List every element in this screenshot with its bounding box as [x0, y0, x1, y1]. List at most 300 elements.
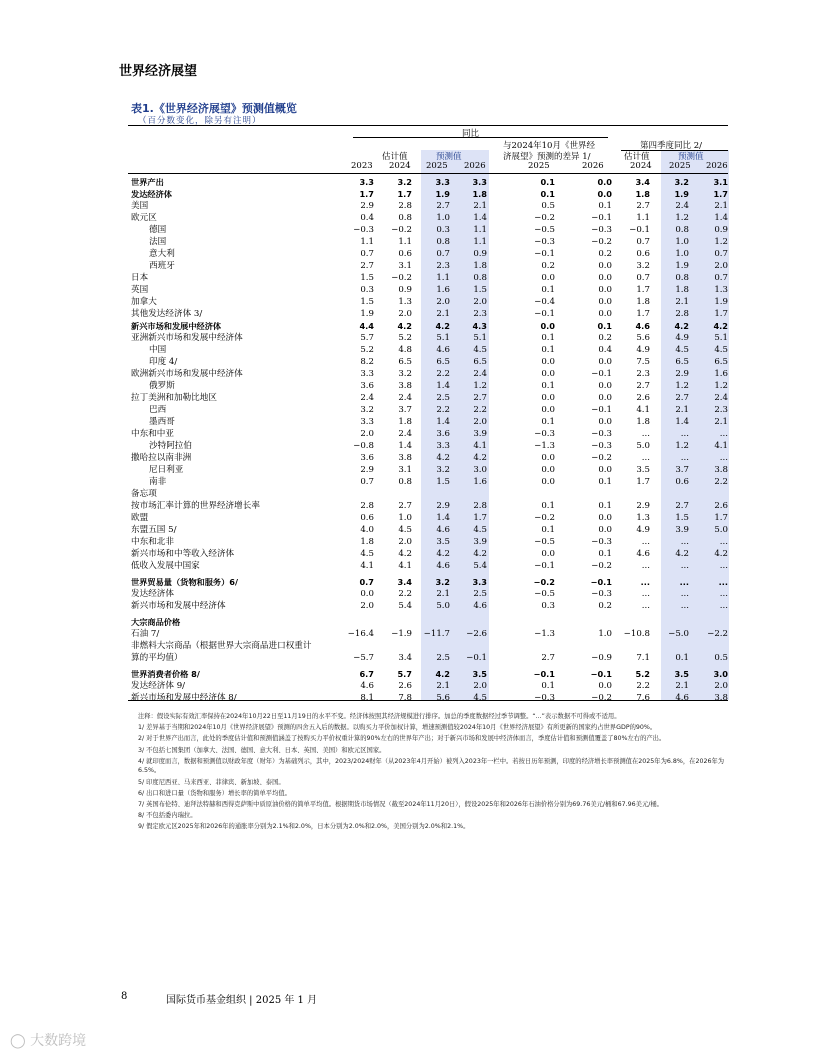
table-cell: 0.1 [540, 177, 555, 187]
table-cell: 2.6 [398, 681, 412, 691]
table-cell: 3.8 [398, 453, 412, 463]
table-cell [612, 488, 650, 500]
table-cell: 0.0 [598, 417, 612, 427]
table-cell: 1.6 [473, 477, 487, 487]
table-cell: 2.9 [436, 501, 450, 511]
table-cell: 0.0 [541, 405, 555, 415]
table-cell: 2.4 [473, 369, 487, 379]
table-cell: 2.5 [473, 589, 487, 599]
row-label: 中东和中亚 [131, 429, 174, 439]
table-cell: 4.2 [435, 321, 450, 331]
table-cell: 4.5 [473, 525, 487, 535]
note: 6/ 出口和进口量（货物和服务）增长率的简单平均值。 [138, 789, 291, 797]
row-label: 拉丁美洲和加勒比地区 [131, 393, 217, 403]
table-cell: −0.1 [591, 369, 612, 379]
table-cell: −2.6 [466, 629, 487, 639]
table-cell: 4.2 [435, 669, 450, 679]
table-cell: 1.6 [714, 369, 728, 379]
row-label: 新兴市场和发展中经济体 8/ [131, 693, 237, 703]
table-cell: 4.6 [473, 601, 487, 611]
table-cell: 3.1 [398, 465, 412, 475]
row-label: 欧元区 [131, 213, 157, 223]
table-cell: −0.3 [591, 441, 612, 451]
table-cell: 2.1 [714, 417, 728, 427]
table-cell: 2.6 [636, 393, 650, 403]
table-cell: −0.3 [534, 429, 555, 439]
table-notes [138, 712, 728, 833]
table-cell [555, 640, 612, 652]
table-cell: −0.8 [353, 441, 374, 451]
header-year: 2026 [706, 161, 728, 171]
table-cell: 4.9 [636, 525, 650, 535]
note: 9/ 假定欧元区2025年和2026年的通胀率分别为2.1%和2.0%，日本分别为2.0%和2.0%，美国分别为2.0%和2.1%。 [138, 823, 470, 831]
table-cell: 5.7 [397, 669, 412, 679]
table-cell: 5.4 [473, 561, 487, 571]
table-cell: 2.0 [398, 537, 412, 547]
table-cell: 2.3 [436, 261, 450, 271]
table-cell: 0.0 [541, 465, 555, 475]
table-cell: 5.4 [398, 601, 412, 611]
header-diff-line2: 济展望》预测的差异 1/ [503, 152, 591, 162]
table-cell [412, 612, 450, 628]
header-diff-line1: 与2024年10月《世界经 [503, 141, 595, 151]
row-label: 算的平均值） [131, 653, 183, 663]
table-cell: 6.7 [359, 669, 374, 679]
table-cell: 4.2 [397, 321, 412, 331]
table-cell: 0.0 [541, 549, 555, 559]
table-cell [650, 488, 689, 500]
row-label: 印度 4/ [149, 357, 178, 367]
table-cell: 2.1 [675, 297, 689, 307]
page-number: 8 [121, 991, 128, 1002]
table-cell: 0.1 [541, 501, 555, 511]
table-cell: 2.7 [675, 393, 689, 403]
table-cell: 3.4 [635, 177, 650, 187]
row-label: 世界消费者价格 8/ [131, 669, 200, 679]
table-cell: 4.2 [398, 549, 412, 559]
table-cell: ... [719, 429, 728, 439]
table-cell: 3.5 [436, 537, 450, 547]
table-cell: 7.8 [398, 693, 412, 703]
table-cell: 2.7 [436, 201, 450, 211]
table-cell: 0.0 [598, 525, 612, 535]
table-cell: −0.1 [591, 213, 612, 223]
table-cell [487, 640, 555, 652]
table-cell: ... [640, 577, 650, 587]
table-cell: 1.2 [675, 441, 689, 451]
table-cell [341, 640, 374, 652]
table-cell: 4.6 [436, 525, 450, 535]
table-row [128, 296, 728, 308]
table-cell: −0.5 [534, 537, 555, 547]
table-cell: 0.5 [714, 653, 728, 663]
note: 2/ 对于世界产出而言，此处的季度估计值和预测值涵盖了按购买力平价权重计算的90%左右的世界年产出；对于新兴市场和发展中经济体而言，季度估计值和预测值覆盖了80%左右的产出。 [138, 735, 666, 743]
table-cell: 0.0 [598, 309, 612, 319]
table-cell: 0.6 [636, 249, 650, 259]
table-row [128, 512, 728, 524]
table-cell: 2.5 [436, 393, 450, 403]
table-cell: 2.9 [360, 201, 374, 211]
table-cell: 4.5 [473, 345, 487, 355]
table-cell: 4.6 [436, 561, 450, 571]
table-cell: ... [641, 561, 650, 571]
table-cell: 0.0 [597, 177, 612, 187]
header-year: 2023 [351, 161, 373, 171]
table-cell: 2.0 [473, 297, 487, 307]
table-cell: 1.9 [360, 309, 374, 319]
row-label: 欧盟 [131, 513, 149, 523]
header-yoy: 同比 [462, 129, 480, 139]
table-cell: 5.1 [473, 333, 487, 343]
table-cell [689, 640, 728, 652]
table-cell: 1.9 [675, 261, 689, 271]
table-cell: 2.9 [636, 501, 650, 511]
table-cell: 0.9 [473, 249, 487, 259]
table-cell: 0.7 [436, 249, 450, 259]
table-cell: 2.2 [398, 589, 412, 599]
table-cell: 4.2 [675, 549, 689, 559]
table-cell: 7.1 [636, 653, 650, 663]
table-row [128, 176, 728, 188]
table-cell: 0.1 [541, 285, 555, 295]
table-cell: 2.3 [636, 369, 650, 379]
table-cell: −0.3 [591, 537, 612, 547]
table-cell: 2.4 [714, 393, 728, 403]
table-cell: −5.7 [353, 653, 374, 663]
table-cell: 2.5 [436, 653, 450, 663]
table-cell: ... [719, 537, 728, 547]
table-cell: ... [641, 601, 650, 611]
table-cell: 4.5 [675, 345, 689, 355]
header-year: 2026 [464, 161, 486, 171]
note: 8/ 不包括委内瑞拉。 [138, 812, 197, 820]
table-cell: 5.2 [635, 669, 650, 679]
table-cell: 3.7 [398, 405, 412, 415]
table-cell: 1.7 [636, 309, 650, 319]
table-cell: 5.6 [436, 693, 450, 703]
row-label: 中东和北非 [131, 537, 174, 547]
row-label: 法国 [149, 237, 167, 247]
table-cell: 2.2 [436, 369, 450, 379]
row-label: 俄罗斯 [149, 381, 175, 391]
table-cell [689, 488, 728, 500]
table-row [128, 640, 728, 652]
note: 3/ 不包括七国集团（加拿大、法国、德国、意大利、日本、英国、美国）和欧元区国家。 [138, 746, 386, 754]
table-cell: 0.1 [598, 477, 612, 487]
table-cell: 4.1 [636, 405, 650, 415]
table-cell: 0.0 [598, 273, 612, 283]
table-cell: −16.4 [347, 629, 374, 639]
table-cell: 4.1 [473, 441, 487, 451]
table-cell: 5.7 [360, 333, 374, 343]
table-cell: −0.3 [534, 237, 555, 247]
table-cell: 5.6 [636, 333, 650, 343]
table-cell: 0.8 [675, 225, 689, 235]
table-cell: ... [680, 453, 689, 463]
table-title: 表1.《世界经济展望》预测值概览 [131, 102, 297, 115]
footer-text: 国际货币基金组织 | 2025 年 1 月 [166, 995, 318, 1006]
table-cell: 0.1 [541, 333, 555, 343]
table-cell: ... [719, 601, 728, 611]
table-cell: 0.7 [360, 477, 374, 487]
table-cell: 0.1 [540, 189, 555, 199]
row-label: 其他发达经济体 3/ [131, 309, 203, 319]
table-cell: 2.8 [360, 501, 374, 511]
table-cell: 1.7 [714, 309, 728, 319]
table-cell: 0.0 [541, 477, 555, 487]
table-cell: 0.0 [598, 681, 612, 691]
table-cell: 3.9 [473, 537, 487, 547]
table-cell: 4.5 [360, 549, 374, 559]
table-cell [612, 640, 650, 652]
table-cell: 2.6 [714, 501, 728, 511]
table-cell: 2.4 [675, 201, 689, 211]
table-cell: 6.5 [436, 357, 450, 367]
table-row [128, 344, 728, 356]
table-cell: 3.1 [398, 261, 412, 271]
table-cell: 0.2 [598, 601, 612, 611]
table-cell: −0.1 [590, 577, 612, 587]
table-cell: −0.1 [533, 669, 555, 679]
table-cell: 1.1 [398, 237, 412, 247]
table-row [128, 212, 728, 224]
table-row [128, 652, 728, 664]
table-cell: 0.9 [714, 225, 728, 235]
table-cell: 3.9 [675, 525, 689, 535]
table-cell: 0.0 [598, 513, 612, 523]
header-year: 2025 [528, 161, 550, 171]
table-cell: 3.2 [435, 577, 450, 587]
table-cell: 1.5 [473, 285, 487, 295]
row-label: 大宗商品价格 [131, 617, 181, 627]
table-cell: 3.1 [713, 177, 728, 187]
table-cell: 3.3 [472, 577, 487, 587]
table-cell: 1.1 [473, 237, 487, 247]
table-cell [374, 640, 412, 652]
table-cell: 2.8 [473, 501, 487, 511]
table-cell: 2.1 [436, 681, 450, 691]
table-cell: 0.8 [675, 273, 689, 283]
table-cell: 1.8 [360, 537, 374, 547]
table-cell: 7.6 [636, 693, 650, 703]
table-cell: 2.0 [436, 297, 450, 307]
table-cell: 1.3 [714, 285, 728, 295]
table-cell: 6.5 [398, 357, 412, 367]
table-cell: −0.2 [534, 513, 555, 523]
header-year: 2024 [630, 161, 652, 171]
table-cell: 2.8 [398, 201, 412, 211]
header-year: 2025 [669, 161, 691, 171]
table-cell: 0.3 [436, 225, 450, 235]
table-cell: 2.9 [675, 369, 689, 379]
row-label: 新兴市场和中等收入经济体 [131, 549, 235, 559]
table-top-rule [128, 125, 728, 126]
table-cell: 5.0 [636, 441, 650, 451]
table-cell: −0.1 [466, 653, 487, 663]
table-row [128, 500, 728, 512]
table-cell: 1.2 [714, 381, 728, 391]
table-cell: 0.2 [598, 333, 612, 343]
forecast-table [128, 176, 728, 704]
running-header-title: 世界经济展望 [119, 64, 198, 79]
table-row [128, 524, 728, 536]
table-cell: 6.5 [714, 357, 728, 367]
table-cell: 1.4 [714, 213, 728, 223]
table-cell: 2.0 [360, 601, 374, 611]
table-cell [374, 488, 412, 500]
table-cell: 2.0 [714, 681, 728, 691]
table-cell: 1.0 [598, 629, 612, 639]
table-cell: 3.6 [360, 453, 374, 463]
row-label: 墨西哥 [149, 417, 175, 427]
table-cell: 0.8 [436, 237, 450, 247]
table-row [128, 628, 728, 640]
table-cell: 1.0 [675, 237, 689, 247]
header-q4-estimate: 估计值 [624, 152, 650, 162]
table-cell: 0.0 [598, 285, 612, 295]
table-row [128, 588, 728, 600]
table-row [128, 284, 728, 296]
table-cell: 1.2 [473, 381, 487, 391]
table-cell [450, 612, 487, 628]
table-cell: 3.0 [473, 465, 487, 475]
table-cell: 3.3 [360, 369, 374, 379]
table-row [128, 664, 728, 680]
table-cell: 0.0 [598, 465, 612, 475]
table-cell: ... [641, 429, 650, 439]
table-row [128, 320, 728, 332]
row-label: 世界产出 [131, 177, 164, 187]
table-cell: 3.7 [675, 465, 689, 475]
table-cell: 3.2 [436, 465, 450, 475]
table-cell: 6.5 [473, 357, 487, 367]
table-cell: 1.5 [436, 477, 450, 487]
table-row [128, 600, 728, 612]
table-row [128, 356, 728, 368]
table-cell: 3.5 [636, 465, 650, 475]
row-label: 欧洲新兴市场和发展中经济体 [131, 369, 243, 379]
table-cell: 0.0 [598, 381, 612, 391]
table-cell: 1.4 [436, 513, 450, 523]
header-bottom-rule [128, 173, 728, 174]
table-cell [374, 612, 412, 628]
table-cell: 0.7 [360, 249, 374, 259]
row-label: 撒哈拉以南非洲 [131, 453, 192, 463]
table-cell: 4.2 [436, 549, 450, 559]
table-row [128, 332, 728, 344]
table-cell: 4.0 [360, 525, 374, 535]
table-cell: 3.2 [398, 369, 412, 379]
table-cell: 2.1 [436, 589, 450, 599]
table-cell: 0.0 [360, 589, 374, 599]
row-label: 备忘项 [131, 489, 157, 499]
table-cell [555, 612, 612, 628]
table-cell: −0.1 [534, 249, 555, 259]
table-cell: 3.5 [674, 669, 689, 679]
row-label: 新兴市场和发展中经济体 [131, 321, 222, 331]
row-label: 沙特阿拉伯 [149, 441, 192, 451]
table-cell: 1.0 [675, 249, 689, 259]
note: 4/ 就印度而言，数据和预测值以财政年度（财年）为基础列示，其中，2023/2024财年（从2023年4月开始）被列入2023年一栏中。若按日历年预测，印度的经济增长率预测值在2025年为6.8%，在2026年为6.5%。 [138, 757, 725, 775]
table-cell: 1.4 [398, 441, 412, 451]
table-row [128, 548, 728, 560]
table-cell: 3.4 [397, 577, 412, 587]
table-cell: 7.5 [636, 357, 650, 367]
table-cell: 1.8 [675, 285, 689, 295]
table-cell: 1.1 [436, 273, 450, 283]
table-cell: 1.7 [636, 477, 650, 487]
table-cell: −0.1 [591, 405, 612, 415]
table-cell: 0.1 [597, 321, 612, 331]
row-label: 加拿大 [131, 297, 157, 307]
table-cell: −0.3 [591, 589, 612, 599]
table-cell [341, 612, 374, 628]
table-cell: 3.2 [636, 261, 650, 271]
table-row [128, 476, 728, 488]
table-row [128, 416, 728, 428]
table-cell: 3.8 [398, 381, 412, 391]
table-row [128, 536, 728, 548]
table-cell: −0.5 [534, 225, 555, 235]
table-row [128, 368, 728, 380]
table-cell: 0.8 [473, 273, 487, 283]
table-cell: −0.2 [391, 273, 412, 283]
table-cell [650, 612, 689, 628]
table-cell: 0.0 [598, 261, 612, 271]
table-cell: 3.2 [674, 177, 689, 187]
table-cell: −2.2 [707, 629, 728, 639]
table-cell: 0.9 [398, 285, 412, 295]
table-cell: 1.5 [360, 297, 374, 307]
table-cell [450, 488, 487, 500]
table-row [128, 380, 728, 392]
table-cell: 1.2 [675, 381, 689, 391]
table-row [128, 440, 728, 452]
table-cell: 2.3 [714, 405, 728, 415]
row-label: 石油 7/ [131, 629, 160, 639]
table-cell: 1.8 [636, 297, 650, 307]
table-cell: 1.7 [359, 189, 374, 199]
table-row [128, 224, 728, 236]
table-cell: 2.1 [675, 681, 689, 691]
table-cell: 2.2 [473, 405, 487, 415]
row-label: 发达经济体 9/ [131, 681, 186, 691]
table-cell: 5.2 [360, 345, 374, 355]
table-cell: 4.9 [675, 333, 689, 343]
table-cell: 2.7 [541, 653, 555, 663]
table-cell: −1.9 [391, 629, 412, 639]
table-cell: 4.1 [398, 561, 412, 571]
table-cell: 0.8 [398, 477, 412, 487]
table-cell: 0.3 [360, 285, 374, 295]
table-cell: ... [719, 453, 728, 463]
table-row [128, 612, 728, 628]
table-row [128, 428, 728, 440]
table-cell: 1.1 [636, 213, 650, 223]
header-year: 2026 [582, 161, 604, 171]
table-cell: ... [680, 589, 689, 599]
table-cell: 2.0 [360, 429, 374, 439]
table-cell: −1.3 [534, 629, 555, 639]
table-cell: 0.7 [359, 577, 374, 587]
table-cell: ... [641, 537, 650, 547]
table-cell: 1.1 [360, 237, 374, 247]
table-cell: 1.9 [674, 189, 689, 199]
table-cell: −0.2 [391, 225, 412, 235]
table-cell [650, 640, 689, 652]
table-cell: 5.0 [436, 601, 450, 611]
table-cell: 2.7 [398, 501, 412, 511]
